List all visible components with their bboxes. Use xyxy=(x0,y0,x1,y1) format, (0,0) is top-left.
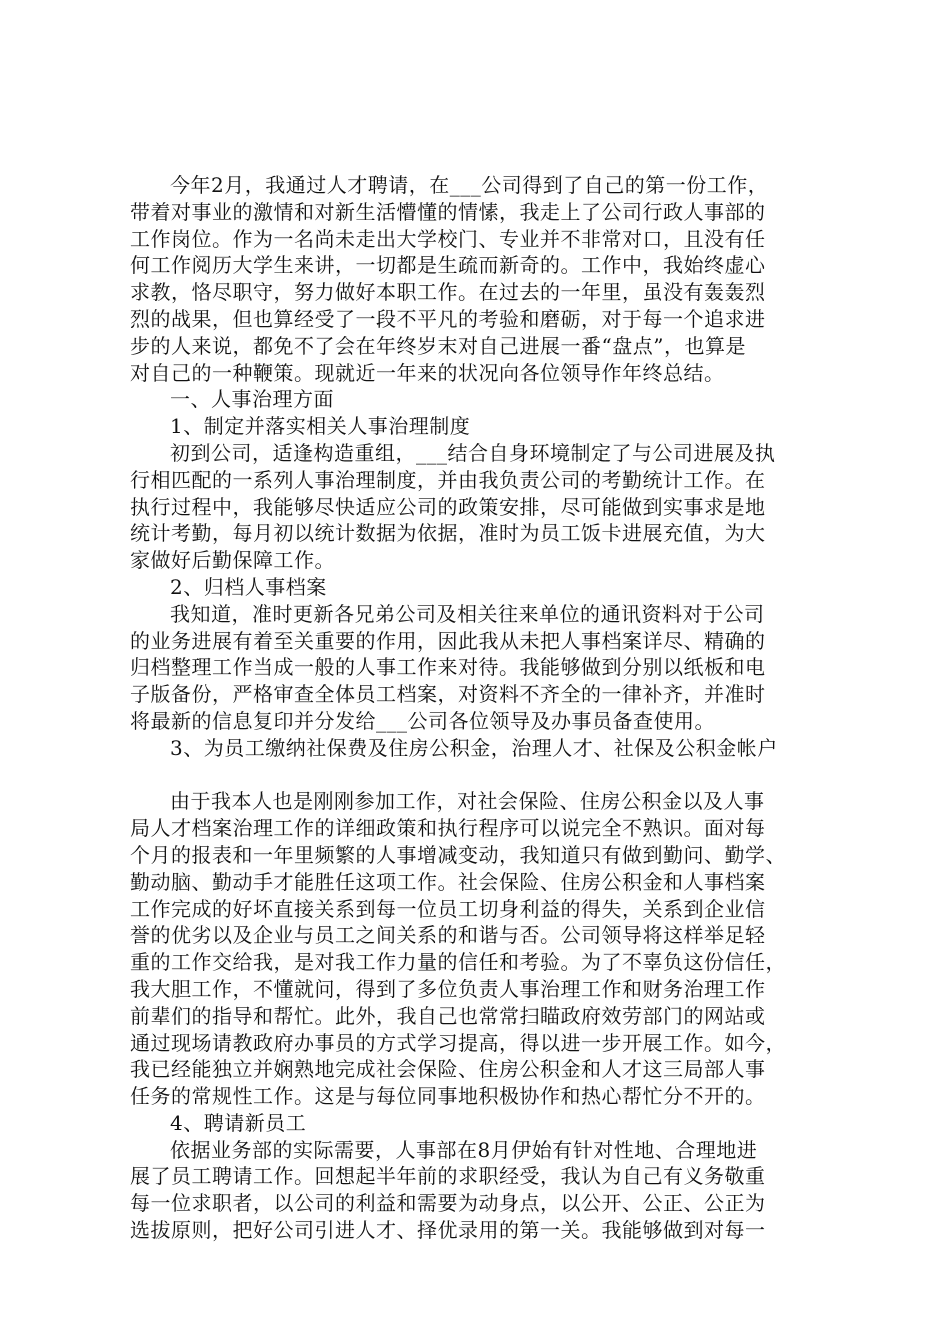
text-line: 勤动脑、勤动手才能胜任这项工作。社会保险、住房公积金和人事档案 xyxy=(130,869,766,894)
text-line: 一、人事治理方面 xyxy=(170,387,334,412)
text-line: 求教，恪尽职守，努力做好本职工作。在过去的一年里，虽没有轰轰烈 xyxy=(130,280,766,305)
text-line: 前辈们的指导和帮忙。此外，我自己也常常扫瞄政府效劳部门的网站或 xyxy=(130,1003,766,1028)
text-line: 通过现场请教政府办事员的方式学习提高，得以进一步开展工作。如今， xyxy=(130,1030,786,1055)
text-line: 我大胆工作，不懂就问，得到了多位负责人事治理工作和财务治理工作 xyxy=(130,976,766,1001)
text-line: 执行过程中，我能够尽快适应公司的政策安排，尽可能做到实事求是地 xyxy=(130,494,766,519)
text-line: 工作岗位。作为一名尚未走出大学校门、专业并不非常对口，且没有任 xyxy=(130,226,766,251)
text-line: 每一位求职者，以公司的利益和需要为动身点，以公开、公正、公正为 xyxy=(130,1191,766,1216)
text-line: 何工作阅历大学生来讲，一切都是生疏而新奇的。工作中，我始终虚心 xyxy=(130,253,766,278)
text-line: 局人才档案治理工作的详细政策和执行程序可以说完全不熟识。面对每 xyxy=(130,816,766,841)
text-line: 将最新的信息复印并分发给___公司各位领导及办事员备查使用。 xyxy=(130,708,715,733)
text-line: 初到公司，适逢构造重组，___结合自身环境制定了与公司进展及执 xyxy=(170,440,776,465)
text-line: 工作完成的好坏直接关系到每一位员工切身利益的得失，关系到企业信 xyxy=(130,896,766,921)
text-line: 家做好后勤保障工作。 xyxy=(130,548,335,573)
text-line: 今年2月，我通过人才聘请，在___公司得到了自己的第一份工作， xyxy=(170,173,769,197)
document-body xyxy=(130,172,830,1244)
text-line: 展了员工聘请工作。回想起半年前的求职经受，我认为自己有义务敬重 xyxy=(130,1164,766,1189)
text-line: 依据业务部的实际需要，人事部在8月伊始有针对性地、合理地进 xyxy=(170,1137,758,1162)
text-line: 誉的优劣以及企业与员工之间关系的和谐与否。公司领导将这样举足轻 xyxy=(130,923,766,948)
text-line: 3、为员工缴纳社保费及住房公积金，治理人才、社保及公积金帐户 xyxy=(170,735,778,760)
text-line: 重的工作交给我，是对我工作力量的信任和考验。为了不辜负这份信任， xyxy=(130,950,786,975)
text-line: 行相匹配的一系列人事治理制度，并由我负责公司的考勤统计工作。在 xyxy=(130,467,766,492)
text-line: 带着对事业的激情和对新生活懵懂的情愫，我走上了公司行政人事部的 xyxy=(130,199,766,224)
text-line: 1、制定并落实相关人事治理制度 xyxy=(170,414,471,439)
text-line: 4、聘请新员工 xyxy=(170,1110,307,1135)
text-line: 步的人来说，都免不了会在年终岁末对自己进展一番“盘点”，也算是 xyxy=(130,333,746,358)
text-line: 的业务进展有着至关重要的作用，因此我从未把人事档案详尽、精确的 xyxy=(130,628,766,653)
text-line: 由于我本人也是刚刚参加工作，对社会保险、住房公积金以及人事 xyxy=(170,789,765,814)
text-line: 任务的常规性工作。这是与每位同事地积极协作和热心帮忙分不开的。 xyxy=(130,1084,766,1109)
text-line: 我已经能独立并娴熟地完成社会保险、住房公积金和人才这三局部人事 xyxy=(130,1057,766,1082)
text-line: 我知道，准时更新各兄弟公司及相关往来单位的通讯资料对于公司 xyxy=(170,601,765,626)
text-line: 统计考勤，每月初以统计数据为依据，准时为员工饭卡进展充值，为大 xyxy=(130,521,766,546)
text-line: 2、归档人事档案 xyxy=(170,574,327,599)
text-line: 归档整理工作当成一般的人事工作来对待。我能够做到分别以纸板和电 xyxy=(130,655,766,680)
text-line: 对自己的一种鞭策。现就近一年来的状况向各位领导作年终总结。 xyxy=(130,360,725,385)
text-line: 选拔原则，把好公司引进人才、择优录用的第一关。我能够做到对每一 xyxy=(130,1218,766,1243)
text-line: 子版备份，严格审查全体员工档案，对资料不齐全的一律补齐，并准时 xyxy=(130,682,766,707)
blank-line xyxy=(130,762,830,789)
text-line: 烈的战果，但也算经受了一段不平凡的考验和磨砺，对于每一个追求进 xyxy=(130,306,766,331)
text-line: 个月的报表和一年里频繁的人事增减变动，我知道只有做到勤问、勤学、 xyxy=(130,842,786,867)
